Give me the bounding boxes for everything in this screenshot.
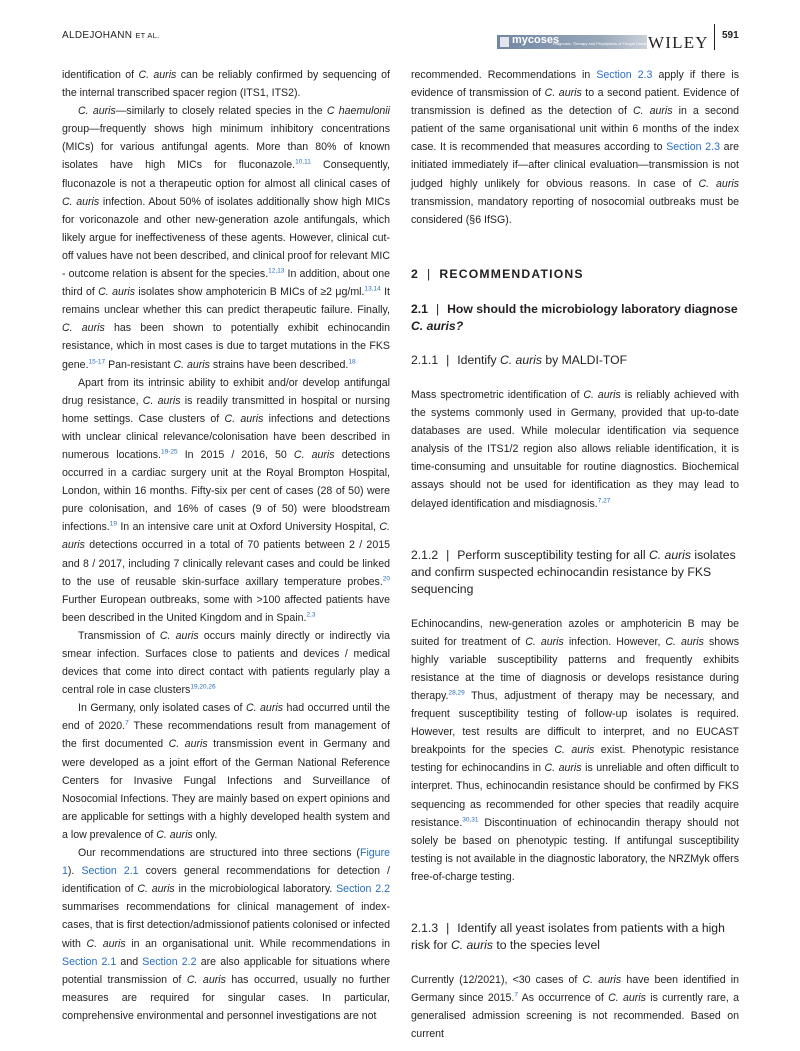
- left-column: [62, 66, 390, 1025]
- citation-link[interactable]: 2,3: [306, 611, 316, 619]
- citation-link[interactable]: 7: [514, 991, 518, 999]
- citation-link[interactable]: 15-17: [88, 357, 106, 365]
- citation-link[interactable]: 19-25: [160, 448, 178, 456]
- citation-link[interactable]: 12,13: [268, 267, 285, 275]
- citation-link[interactable]: 20: [382, 575, 390, 583]
- header-divider: [714, 24, 715, 50]
- subsubsection-heading: 2.1.3 | Identify all yeast isolates from patients with a high risk for C. auris to the species level: [411, 921, 725, 952]
- citation-link[interactable]: 19: [109, 520, 117, 528]
- paragraph: Apart from its intrinsic ability to exhibit and/or develop antifungal drug resistance, C. auris is readily transmitted in hospital or nursing home settings. Case clusters of C. auris infections and detections with unclear clinical relevance/colonisation have been described in numerous locations.$^{19-25}$ In 2015 / 2016, 50 C. auris detections occurred in a cardiac surgery unit at the Royal Brompton Hospital, London, within 16 months. Fifty-six per cent of cases (28 of 50) were pure colonisation, and 16% of cases (9 of 50) were bloodstream infections.$^{19}$ In an intensive care unit at Oxford University Hospital, C. auris detections occurred in a total of 70 patients between 2 / 2015 and 8 / 2017, including 7 clinically relevant cases and could be linked to the use of reusable skin-surface axillary temperature probes.$^{20}$ Further European outbreaks, some with >100 affected patients have been described in the United Kingdom and in Spain.$^{2,3}$: [62, 376, 390, 624]
- citation-link[interactable]: 18: [348, 357, 356, 365]
- subsubsection-heading: 2.1.2 | Perform susceptibility testing for all C. auris isolates and confirm suspected echinocandin resistance by FKS sequencing: [411, 547, 736, 596]
- running-head-author: ALDEJOHANN: [62, 30, 133, 41]
- page-number: 591: [722, 30, 739, 41]
- journal-logo-icon: [500, 37, 509, 47]
- section-link[interactable]: Section 2.3: [666, 141, 720, 154]
- paragraph: Mass spectrometric identification of C. auris is reliably achieved with the systems commonly used in Germany, provided that up-to-date databases are used. While molecular identification via sequence analysis of the ITS1/2 region also allows reliable identification, it is time-consuming and unsuitable for routine diagnostics. Biochemical assays should not be used for identification as they may lead to delayed identification and misdiagnosis.$^{7,27}$: [411, 388, 740, 510]
- section-link[interactable]: Section 2.2: [336, 883, 390, 896]
- citation-link[interactable]: 13,14: [364, 285, 381, 293]
- paragraph: Echinocandins, new-generation azoles or amphotericin B may be suited for treatment of C. auris infection. However, C. auris shows highly variable susceptibility patterns and frequently exhibits resistance at the time of diagnosis or develops resistance during therapy.$^{28,29}$ Thus, adjustment of therapy may be necessary, and frequent susceptibility testing of follow-up isolates is required. However, test results are difficult to interpret, and no EUCAST breakpoints for the species C. auris exist. Phenotypic resistance testing for echinocandins in C. auris is unreliable and often difficult to interpret. Thus, echinocandin resistance should be confirmed by FKS sequencing as recommended for other species that readily acquire resistance.$^{30,31}$ Discontinuation of echinocandin therapy should not solely be based on phenotypic testing. If antifungal susceptibility testing is not available in the diagnostic laboratory, the NRZMyk offers free-of-charge testing.: [411, 617, 740, 883]
- paragraph: Transmission of C. auris occurs mainly directly or indirectly via smear infection. Surfaces close to patients and devices / medical devices that come into direct contact with patients regularly play a central role in case clusters$^{19,20,26}$: [62, 629, 391, 697]
- paragraph: Currently (12/2021), <30 cases of C. auris have been identified in Germany since 2015.$^7$ As occurrence of C. auris is currently rare, a generalised admission screening is not recommended. Based on current: [411, 974, 740, 1041]
- journal-banner: [497, 34, 653, 49]
- section-heading: 2 | RECOMMENDATIONS: [411, 266, 584, 281]
- citation-link[interactable]: 30,31: [462, 816, 479, 824]
- paragraph: Our recommendations are structured into three sections (Figure 1). Section 2.1 covers general recommendations for detection / identification of C. auris in the microbiological laboratory. Section 2.2 summarises recommendations for clinical management of index-cases, that is first detection/admissionof patients colonised or infected with C. auris in an organisational unit. While recommendations in Section 2.1 and Section 2.2 are also applicable for situations where potential transmission of C. auris has occurred, usually no further measures are required for singular cases. In particular, comprehensive environmental and personnel investigations are not: [62, 847, 391, 1022]
- section-link[interactable]: Section 2.2: [142, 955, 197, 968]
- page-header: [0, 0, 800, 50]
- journal-subtitle: Diagnosis, Therapy and Prophylaxis of Fungal Diseases: [553, 41, 653, 46]
- section-link[interactable]: Section 2.1: [81, 865, 139, 878]
- journal-name: mycoses: [512, 34, 560, 46]
- paragraph: C. auris—similarly to closely related species in the C haemulonii group—frequently shows high minimum inhibitory concentrations (MICs) for various antifungal agents. More than 80% of known isolates have high MICs for fluconazole.$^{10,11}$ Consequently, fluconazole is not a therapeutic option for almost all clinical cases of C. auris infection. About 50% of isolates additionally show high MICs for voriconazole and other new-generation azole antifungals, which likely argue for ineffectiveness of these agents. However, clinical cut-off values have not been described, and clinical proof for relevant MIC - outcome relation is absent for the species.$^{12,13}$ In addition, about one third of C. auris isolates show amphotericin B MICs of ≥2 μg/ml.$^{13,14}$ It remains unclear whether this can predict therapeutic failure. Finally, C. auris has been shown to potentially exhibit echinocandin resistance, which in most cases is due to target mutations in the FKS gene.$^{15-17}$ Pan-resistant C. auris strains have been described.$^{18}$: [62, 105, 391, 371]
- citation-link[interactable]: 7: [125, 719, 129, 727]
- citation-link[interactable]: 19,20,26: [190, 683, 216, 691]
- section-link[interactable]: Section 2.1: [62, 955, 117, 968]
- paragraph: In Germany, only isolated cases of C. auris had occurred until the end of 2020.$^7$ These recommendations result from management of the first documented C. auris transmission event in Germany and were developed as a joint effort of the German National Reference Centers for Invasive Fungal Infections and Surveillance of Nosocomial Infections. They are mainly based on expert opinions and are applicable for settings with a highly developed health system and a low prevalence of C. auris only.: [62, 702, 391, 841]
- subsection-heading: 2.1 | How should the microbiology laboratory diagnose C. auris?: [411, 301, 738, 333]
- citation-link[interactable]: 28,29: [448, 689, 465, 697]
- right-column: [411, 66, 739, 1043]
- section-link[interactable]: Section 2.3: [596, 69, 653, 81]
- citation-link[interactable]: 7,27: [597, 496, 611, 504]
- paragraph: recommended. Recommendations in Section 2.3 apply if there is evidence of transmission of C. auris to a second patient. Evidence of transmission is defined as the detection of C. auris in a second patient of the same organisational unit within 6 months of the index case. It is recommended that measures according to Section 2.3 are initiated immediately if—after clinical evaluation—transmission is not judged highly unlikely for obvious reasons. In case of C. auris transmission, mandatory reporting of nosocomial outbreaks must be considered (§6 IfSG).: [411, 69, 740, 226]
- running-head: [62, 30, 160, 41]
- paragraph: identification of C. auris can be reliably confirmed by sequencing of the internal transcribed spacer region (ITS1, ITS2).: [62, 69, 390, 100]
- publisher-logo: WILEY: [648, 33, 709, 52]
- figure-link[interactable]: Figure 1: [62, 847, 390, 878]
- citation-link[interactable]: 10,11: [295, 158, 311, 166]
- subsubsection-heading: 2.1.1 | Identify C. auris by MALDI-TOF: [411, 352, 628, 367]
- running-head-etal: ET AL.: [135, 31, 160, 40]
